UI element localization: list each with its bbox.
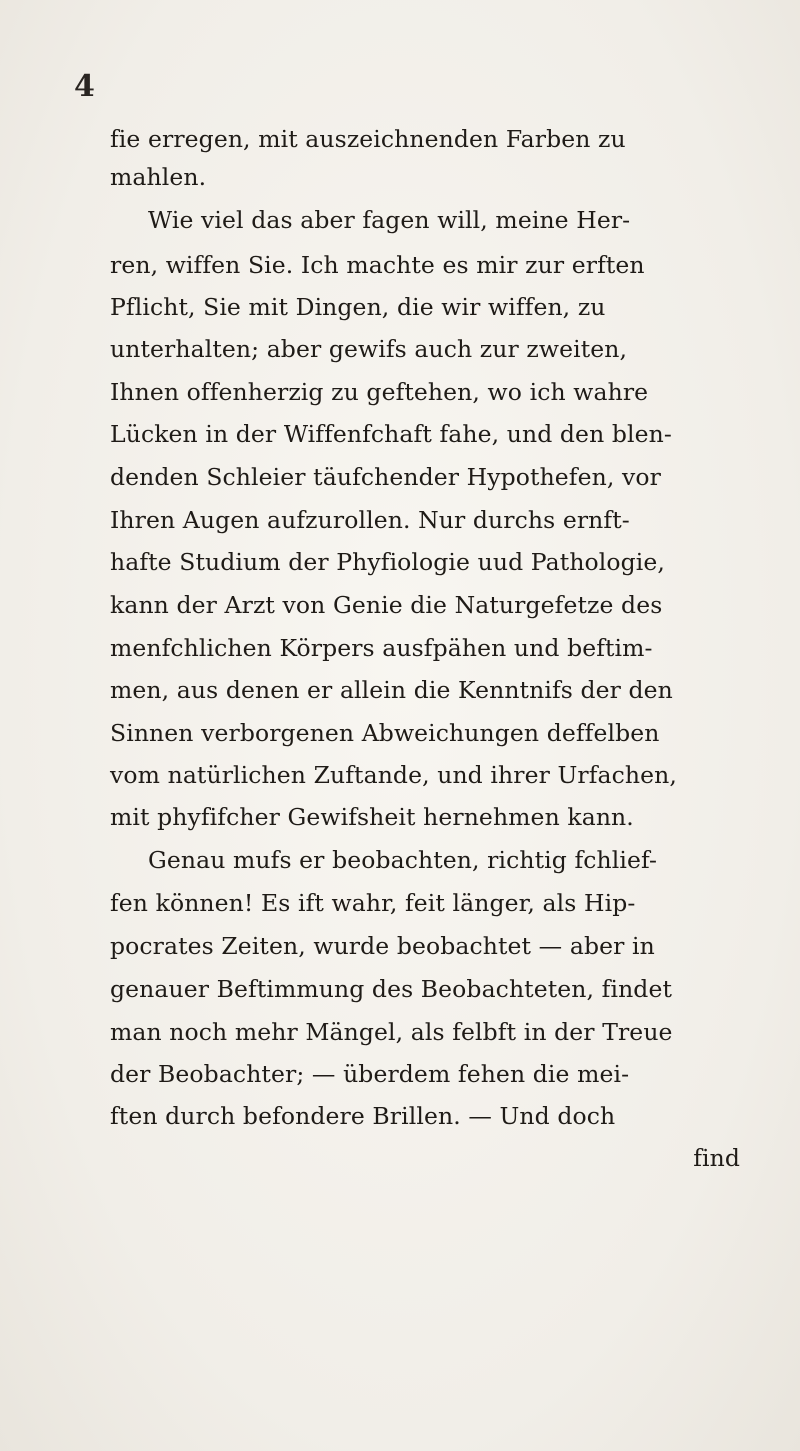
text-line: unterhalten; aber gewifs auch zur zweiten,: [110, 335, 628, 363]
page-number: 4: [74, 69, 95, 104]
text-line: mahlen.: [110, 163, 207, 191]
text-line: denden Schleier täufchender Hypothefen, vor: [110, 463, 661, 491]
text-line: Lücken in der Wiffenfchaft fahe, und den blen-: [110, 420, 672, 448]
text-line: Genau mufs er beobachten, richtig fchlief-: [148, 846, 658, 874]
text-line: Ihren Augen aufzurollen. Nur durchs ernft-: [110, 506, 630, 534]
text-line: genauer Beftimmung des Beobachteten, findet: [110, 975, 673, 1003]
text-line: fen können! Es ift wahr, feit länger, als Hip-: [110, 889, 636, 917]
text-line: men, aus denen er allein die Kenntnifs der den: [110, 676, 673, 704]
text-line: menfchlichen Körpers ausfpähen und beftim-: [110, 634, 653, 662]
text-line: kann der Arzt von Genie die Naturgefetze des: [110, 591, 663, 619]
text-line: Wie viel das aber fagen will, meine Her-: [148, 206, 631, 234]
text-line: ften durch befondere Brillen. — Und doch: [110, 1102, 616, 1130]
text-line: hafte Studium der Phyfiologie uud Pathologie,: [110, 548, 666, 576]
text-line: der Beobachter; — überdem fehen die mei-: [110, 1060, 630, 1088]
text-line: pocrates Zeiten, wurde beobachtet — aber in: [110, 932, 655, 960]
text-line: fie erregen, mit auszeichnenden Farben zu: [110, 125, 626, 153]
text-line: vom natürlichen Zuftande, und ihrer Urfachen,: [110, 761, 677, 789]
text-line: Ihnen offenherzig zu geftehen, wo ich wahre: [110, 378, 649, 406]
text-line: mit phyfifcher Gewifsheit hernehmen kann.: [110, 803, 634, 831]
text-line: man noch mehr Mängel, als felbft in der Treue: [110, 1018, 673, 1046]
catchword: find: [693, 1144, 740, 1172]
text-line: ren, wiffen Sie. Ich machte es mir zur erften: [110, 251, 645, 279]
text-line: Pflicht, Sie mit Dingen, die wir wiffen, zu: [110, 293, 606, 321]
text-line: Sinnen verborgenen Abweichungen deffelben: [110, 719, 660, 747]
